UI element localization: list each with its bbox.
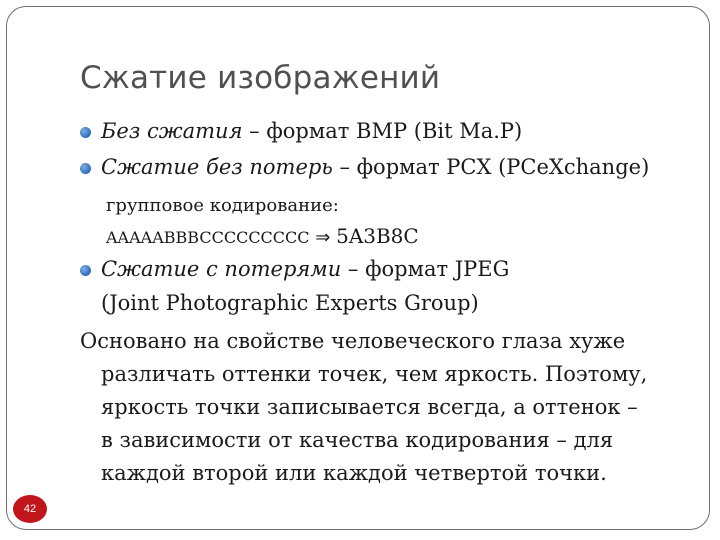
paragraph-line-2: различать оттенки точек, чем яркость. Поэтому, bbox=[101, 362, 648, 386]
pcx-input: AAAAABBBCCCCCCCCC bbox=[106, 228, 310, 247]
bullet-item-3 bbox=[101, 259, 509, 280]
paragraph-line-4: в зависимости от качества кодирования – для bbox=[101, 428, 614, 452]
bullet-1-term: Без сжатия bbox=[101, 119, 243, 143]
pcx-output: 5A3B8C bbox=[336, 224, 419, 248]
bullet-1-text: – формат BMP (Bit Ma.P) bbox=[242, 119, 523, 143]
paragraph-line-5: каждой второй или каждой четвертой точки. bbox=[101, 461, 607, 485]
bullet-marker-2 bbox=[80, 163, 91, 174]
bullet-2-text: – формат PCX (PCeXchange) bbox=[332, 155, 650, 179]
bullet-item-2 bbox=[101, 157, 649, 178]
paragraph-line-1: Основано на свойстве человеческого глаза хуже bbox=[80, 329, 626, 353]
paragraph-line-3: яркость точки записывается всегда, а оттенок – bbox=[101, 395, 638, 419]
pcx-caption: групповое кодирование: bbox=[106, 195, 339, 216]
bullet-3-term: Сжатие с потерями bbox=[101, 257, 342, 281]
pcx-encoding-example bbox=[106, 226, 419, 247]
arrow-icon: ⇒ bbox=[315, 227, 331, 248]
bullet-3-text: – формат JPEG bbox=[341, 257, 510, 281]
bullet-item-1 bbox=[101, 121, 522, 142]
jpeg-fullname: (Joint Photographic Experts Group) bbox=[101, 291, 479, 315]
bullet-2-term: Сжатие без потерь bbox=[101, 155, 333, 179]
page-number: 42 bbox=[13, 495, 47, 523]
bullet-marker-3 bbox=[80, 265, 91, 276]
slide-title: Сжатие изображений bbox=[80, 60, 441, 96]
bullet-marker-1 bbox=[80, 127, 91, 138]
